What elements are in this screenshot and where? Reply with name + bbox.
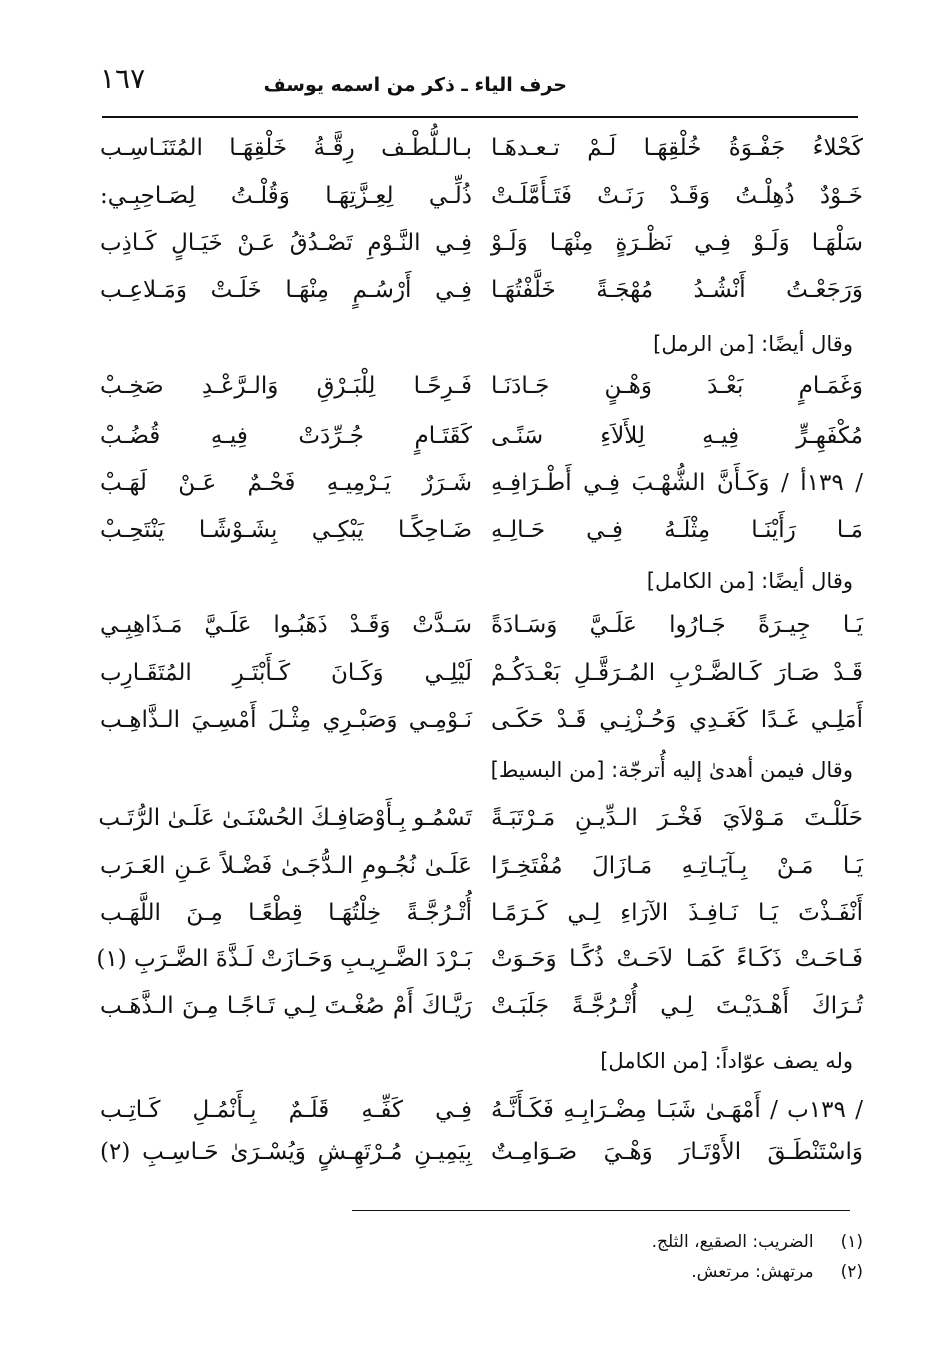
footnote-text: الضريب: الصقيع، الثلج.	[651, 1232, 814, 1252]
verse-right-hemistich: حَلَلْـتَ مَـوْلاَيَ فَخْـرَ الـدِّيـنِ مَـرْتَبَـةً	[491, 805, 863, 831]
verse-right-hemistich: وَرَجَعْـتُ أَنْشُـدُ مُهْجَـةً خَلَّفْتُهَـا	[491, 277, 863, 303]
verse-left-hemistich: بِيَمِيـنِ مُـرْتَهِـشٍ وَيُسْـرَىٰ حَـاسِـبِ (٢)	[100, 1139, 472, 1165]
verse-right-hemistich: تُـرَاكَ أَهْـدَيْـتَ لِـي أُتْـرُجَّـةً جَلَبَـتْ	[491, 993, 863, 1019]
verse-left-hemistich: فِـي النَّـوْمِ تَصْـدُقُ عَـنْ خَيَـالٍ كَـاذِب	[100, 230, 472, 256]
footnote-number: (١)	[840, 1232, 863, 1252]
footnote-text: مرتهش: مرتعش.	[691, 1262, 814, 1282]
verse-left-hemistich: لَيْلِـي وَكَـانَ كَـأَبْتَـرِ المُتَقَـارِب	[100, 660, 472, 686]
verse-left-hemistich: ضَـاحِكًـا يَبْكِـي بِشَـوْشًـا يَنْتَحِـبْ	[100, 517, 472, 543]
verse-right-hemistich: وَغَمَـامٍ بَعْـدَ وَهْـنٍ جَـادَنَـا	[491, 373, 863, 399]
verse-left-hemistich: رَيَّـاكَ أَمْ صُغْـتَ لِـي تَـاجًـا مِـنَ الـذَّهَـب	[100, 993, 472, 1019]
footnote	[652, 1228, 863, 1256]
verse-right-hemistich: / ١٣٩أ / وَكَـأَنَّ الشُّهْـبَ فِـي أَطْـرَافِـهِ	[491, 470, 864, 496]
poem-intro: وقال أيضًا: [من الكامل]	[646, 569, 853, 593]
verse-right-hemistich: أَمَلِـي غَـدًا كَغَـدِي وَحُـزْنِـي قَـدْ حَكَـى	[491, 707, 863, 733]
verse-left-hemistich: ذُلِّـي لِعِـزَّتِهَـا وَقُلْـتُ لِصَـاحِبِـي:	[100, 183, 472, 209]
footnote-rule	[352, 1210, 850, 1211]
verse-left-hemistich: تَسْمُـو بِـأَوْصَافِـكَ الحُسْنَـىٰ عَلَـىٰ الرُّتَـب	[98, 805, 472, 831]
verse-left-hemistich: سَـدَّتْ وَقَـدْ ذَهَبُـوا عَلَـيَّ مَـذَاهِبِـي	[100, 612, 472, 638]
page-number: ١٦٧	[100, 62, 146, 95]
verse-right-hemistich: يَـا جِيـرَةً جَـارُوا عَلَـيَّ وَسَـادَةً	[491, 612, 863, 638]
verse-right-hemistich: فَـاحَـتْ ذَكَـاءً كَمَـا لاَحَـتْ ذُكًـا وَحَـوَتْ	[491, 946, 863, 972]
verse-right-hemistich: سَلْهَـا وَلَـوْ فِـي نَظْـرَةٍ مِنْهَـا وَلَـوْ	[491, 230, 863, 256]
verse-left-hemistich: فَـرِحًـا لِلْبَـرْقِ وَالـرَّعْـدِ صَخِـبْ	[100, 373, 472, 399]
verse-right-hemistich: أَنْفَـذْتَ يَـا نَـافِـذَ الآرَاءِ لِـي كَـرَمًـا	[491, 900, 863, 926]
verse-left-hemistich: فِـي كَفِّـهِ قَلَـمٌ بِـأَنْمُـلِ كَـاتِـب	[100, 1097, 472, 1123]
verse-right-hemistich: كَحْلاءُ جَفْـوَةُ خُلْقِهَـا لَـمْ تـعـدهَـا	[491, 135, 863, 161]
verse-right-hemistich: / ١٣٩ب / أَمْهَـىٰ شَبَـا مِضْـرَابِـهِ فَكَـأَنَّـهُ	[491, 1097, 863, 1123]
verse-left-hemistich: شَـرَرٌ يَـرْمِيـهِ فَحْـمٌ عَـنْ لَهَـبْ	[100, 470, 472, 496]
verse-left-hemistich: بـالـلُّطْـف رِقَّـةُ خَلْقِهَـا المُتَنَـاسِـب	[100, 135, 472, 161]
verse-left-hemistich: فِـي أَرْسُـمٍ مِنْهَـا خَلَـتْ وَمَـلاعِـب	[100, 277, 472, 303]
verse-right-hemistich: مَـا رَأَيْنَـا مِثْلَـهُ فِـي حَـالِـهِ	[491, 517, 863, 543]
footnote	[691, 1258, 863, 1286]
verse-left-hemistich: بَـرْدَ الضَّـرِيـبِ وَحَـازَتْ لَـذَّةَ الضَّـرَبِ (١)	[96, 946, 472, 972]
verse-left-hemistich: كَقَتَـامٍ جُـرِّدَتْ فِيـهِ قُضُـبْ	[100, 423, 472, 449]
header-rule	[102, 116, 858, 118]
verse-left-hemistich: عَلَـىٰ نُجُـومِ الـدُّجَـىٰ فَضْـلاً عَـنِ العَـرَب	[100, 853, 472, 879]
poem-intro: وقال فيمن أهدىٰ إليه أُترجّة: [من البسيط]	[490, 758, 853, 782]
poem-intro: وقال أيضًا: [من الرمل]	[653, 332, 853, 356]
running-title: حرف الياء ـ ذكر من اسمه يوسف	[263, 74, 567, 96]
verse-right-hemistich: مُكْفَهِـرٍّ فِيـهِ لِلأَلاَءِ سَنًـى	[491, 423, 863, 449]
verse-right-hemistich: قَـدْ صَـارَ كَـالضَّـرْبِ المُـرَقَّـلِ بَعْـدَكُـمْ	[491, 660, 863, 686]
verse-left-hemistich: أُتْـرُجَّـةً خِلْتُهَـا قِطْعًـا مِـنَ اللَّهَـب	[100, 900, 472, 926]
verse-right-hemistich: يَـا مَـنْ بِـآيَـاتِـهِ مَـازَالَ مُفْتَخِـرًا	[491, 853, 863, 879]
verse-right-hemistich: وَاسْتَنْطَـقَ الأَوْتَـارَ وَهْـيَ صَـوَامِـتٌ	[491, 1139, 863, 1165]
poem-intro: وله يصف عوّاداً: [من الكامل]	[600, 1049, 853, 1073]
verse-right-hemistich: خَـوْدٌ ذُهِلْـتُ وَقَـدْ رَنَـتْ فَتَـأَمَّلَـتْ	[491, 183, 863, 209]
footnote-number: (٢)	[840, 1262, 863, 1282]
verse-left-hemistich: نَـوْمِـي وَصَبْـرِي مِثْـلَ أَمْسِـيَ الـذَّاهِـب	[100, 707, 472, 733]
